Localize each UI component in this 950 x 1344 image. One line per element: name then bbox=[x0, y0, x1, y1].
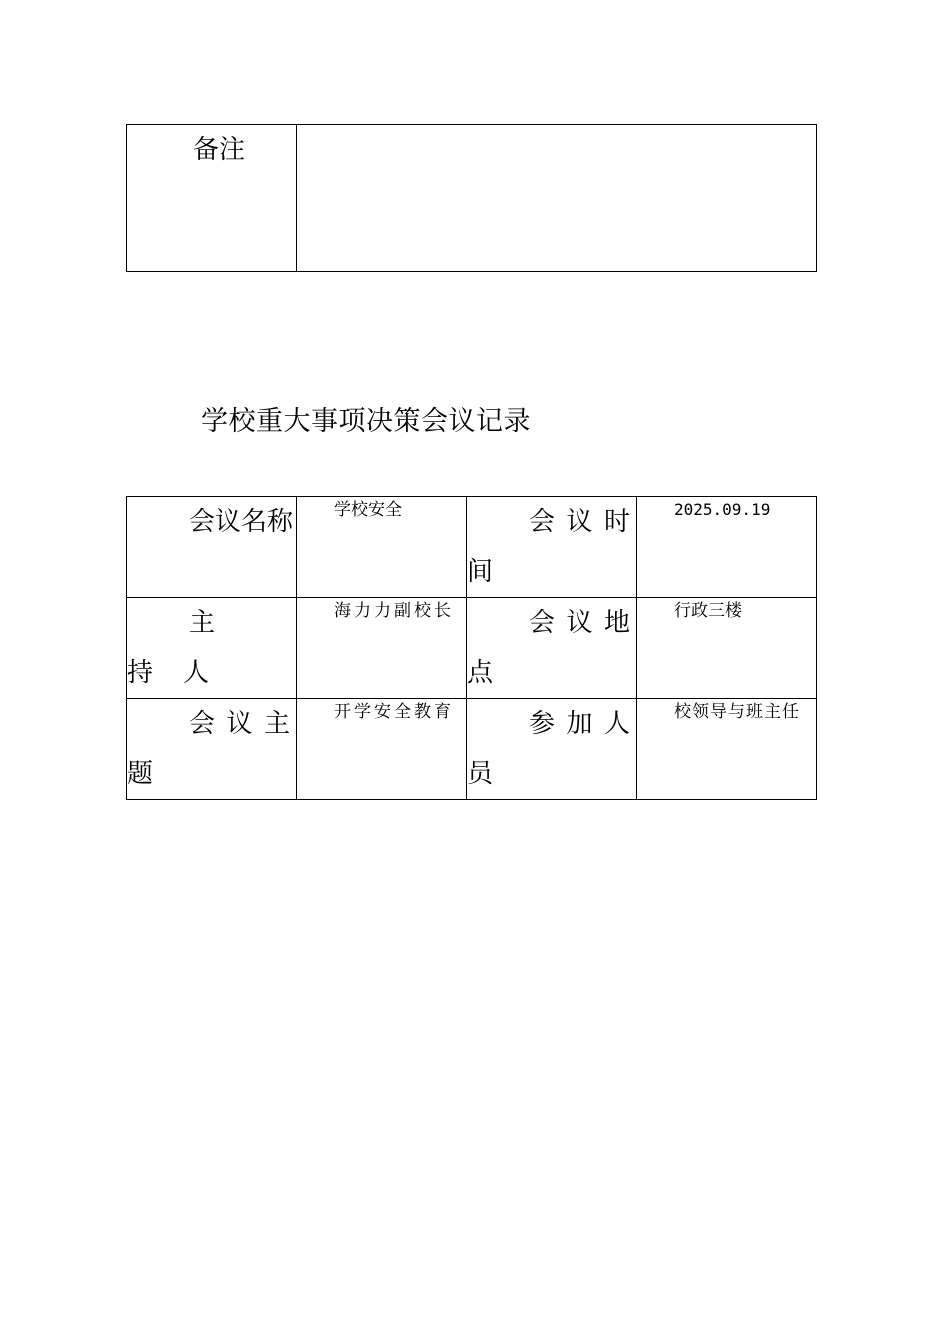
attendees-label: 参加人员 bbox=[467, 699, 637, 800]
remark-row bbox=[127, 125, 817, 272]
table-row bbox=[127, 497, 817, 598]
remark-content bbox=[297, 125, 817, 272]
topic-label: 会议主题 bbox=[127, 699, 297, 800]
place-label: 会议地点 bbox=[467, 598, 637, 699]
remark-label: 备注 bbox=[127, 125, 297, 272]
host-label: 主持人 bbox=[127, 598, 297, 699]
attendees-value: 校领导与班主任 bbox=[637, 699, 817, 800]
meeting-name-label: 会议名称 bbox=[127, 497, 297, 598]
host-value: 海力力副校长 bbox=[297, 598, 467, 699]
topic-value: 开学安全教育 bbox=[297, 699, 467, 800]
table-row bbox=[127, 699, 817, 800]
table-row bbox=[127, 598, 817, 699]
place-value: 行政三楼 bbox=[637, 598, 817, 699]
remark-table bbox=[126, 124, 817, 272]
document-title: 学校重大事项决策会议记录 bbox=[201, 406, 531, 437]
meeting-record-table bbox=[126, 496, 817, 800]
meeting-time-value: 2025.09.19 bbox=[637, 497, 817, 598]
meeting-time-label: 会议时间 bbox=[467, 497, 637, 598]
meeting-name-value: 学校安全 bbox=[297, 497, 467, 598]
